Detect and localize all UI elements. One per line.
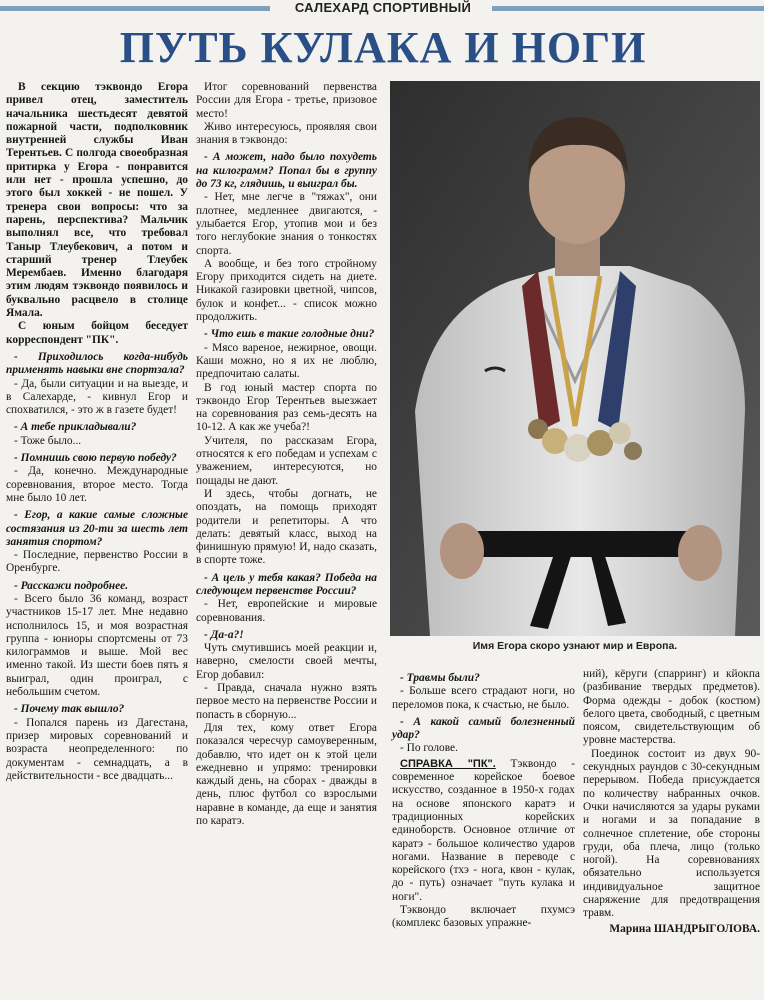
photo-caption: Имя Егора скоро узнают мир и Европа. — [472, 640, 678, 652]
article-column-1 — [6, 81, 188, 783]
answer: - Нет, европейские и мировые соревнования. — [196, 598, 377, 624]
answer: - Мясо вареное, нежирное, овощи. Каши можно, но я их не люблю, предпочитаю салаты. — [196, 341, 377, 381]
article-column-4 — [583, 668, 760, 936]
answer: - По голове. — [400, 742, 458, 755]
answer: - Тоже было... — [14, 434, 82, 447]
athlete-photo — [390, 81, 760, 636]
paragraph: Для тех, кому ответ Егора показался чересчур самоуверенным, добавлю, что идет он к этой цели ежедневно и упрямо: тренировки каждый день, на сборах - дважды в день, плюс футбол со взрослыми наравне в команде, да еще и занятия по каратэ. — [196, 721, 377, 828]
question: - А какой самый болезненный удар? — [392, 715, 575, 742]
question: - Травмы были? — [400, 672, 480, 684]
article-headline: ПУТЬ КУЛАКА И НОГИ — [119, 23, 647, 72]
paragraph: Тэквондо включает пхумсэ (комплекс базовых упражне- — [392, 904, 575, 930]
spravka-paragraph — [392, 758, 575, 904]
spravka-label: СПРАВКА "ПК". — [400, 757, 496, 770]
paragraph: Учителя, по рассказам Егора, относятся к его победам и успехам с уважением, интересуются, но пощады не дают. — [196, 434, 377, 487]
question: - Егор, а какие самые сложные состязания из 20-ти за шесть лет занятия спортом? — [6, 509, 188, 548]
article-column-3 — [392, 668, 575, 931]
paragraph: Поединок состоит из двух 90-секундных раундов с 30-секундным перерывом. Победа присуждается по количеству набранных очков. Очки начисляются за удары руками и ногами и за попадание в солнечное сплетение, обе стороны груди, оба плеча, лицо (только ногой). На соревнованиях обязательно используется индивидуальное защитное снаряжение для предотвращения травм. — [583, 747, 760, 920]
answer: - Больше всего страдают ноги, но переломов пока, к счастью, не было. — [392, 685, 575, 711]
answer: - Нет, мне легче в "тяжах", они плотнее, медленнее двигаются, - улыбается Егор, утопив мои и без того неглубокие знания о тонкостях спорта. — [196, 191, 377, 257]
question: - Да-а?! — [204, 628, 244, 641]
answer: - Да, были ситуации и на выезде, и в Салехарде, - кивнул Егор и спохватился, - это ж в газете будет! — [6, 377, 188, 417]
question: - Помнишь свою первую победу? — [14, 452, 177, 465]
athlete-photo-illustration — [390, 81, 760, 636]
answer: - Последние, первенство России в Оренбурге. — [6, 549, 188, 575]
answer: - Правда, сначала нужно взять первое место на первенстве России и попасть в сборную... — [196, 682, 377, 721]
question: - А может, надо было похудеть на килограмм? Попал бы в группу до 73 кг, глядишь, и выиграл бы. — [196, 151, 377, 191]
paragraph: Чуть смутившись моей реакции и, наверно, смелости своей мечты, Егор добавил: — [196, 642, 377, 681]
question: - Почему так вышло? — [14, 703, 125, 716]
answer: - Попался парень из Дагестана, призер мировых соревнований и возраста неопределенного: по документам - семнадцать, а в действительности - все двадцать... — [6, 716, 188, 782]
answer: - Всего было 36 команд, возраст участников 15-17 лет. Мне недавно исполнилось 15, и моя возрастная группа - юниоры спортсмены от 73 килограммов и выше. Мой вес именно такой. Из шести боев пять я выиграл, один проиграл, с небольшим счетом. — [6, 592, 188, 699]
question: - А цель у тебя какая? Победа на следующем первенстве России? — [196, 571, 377, 597]
article-column-2 — [196, 81, 377, 828]
answer: - Да, конечно. Международные соревнования, второе место. Тогда мне было 10 лет. — [6, 465, 188, 504]
author-signature: Марина ШАНДРЫГОЛОВА. — [609, 922, 760, 935]
paragraph: В год юный мастер спорта по тэквондо Егор Терентьев выезжает на соревнования раз семь-десять на 10-12. А как же учеба?! — [196, 381, 377, 434]
question: - Что ешь в такие голодные дни? — [204, 328, 375, 341]
paragraph: Итог соревнований первенства России для Егора - третье, призовое место! — [196, 81, 377, 120]
lead-intro: С юным бойцом беседует корреспондент "ПК". — [6, 320, 188, 346]
paragraph: Живо интересуюсь, проявляя свои знания в тэквондо: — [196, 120, 377, 147]
section-title: САЛЕХАРД СПОРТИВНЫЙ — [294, 0, 472, 15]
question: - Расскажи подробнее. — [14, 579, 129, 592]
lead-paragraph: В секцию тэквондо Егора привел отец, заместитель начальника шестьдесят девятой пожарной части, подполковник внутренней службы Иван Терентьев. С полгода своеобразная притирка у Егора - понравится или нет - прошла успешно, до этого был хоккей - не пошел. У тренера свои вопросы: что за парень, перспектива? Мальчик выполнял все, что требовал Таныр Тлеубекович, а потом и старший тренер Тлеубек Мерембаев. Именно благодаря этим людям тэквондо появилось и буквально расцвело в столице Ямала. — [6, 81, 188, 320]
header-rule-right — [492, 6, 764, 11]
paragraph: ний), кёруги (спарринг) и кйокпа (разбивание твердых предметов). Форма одежды - добок (костюм) белого цвета, свободный, с цветным поясом, свидетельствующим об уровне мастерства. — [583, 668, 760, 747]
spravka-text: Тэквондо - современное корейское боевое искусство, созданное в 1950-х годах на основе японского каратэ и традиционных корейских единоборств. Основное отличие от каратэ - большое количество ударов ногами. Название в переводе с корейского (тхэ - нога, квон - кулак, до - путь) означает "путь кулака и ноги". — [392, 757, 576, 903]
paragraph: А вообще, и без того стройному Егору приходится сидеть на диете. Никакой газировки цветной, чипсов, булок и конфет... - список можно продолжить. — [196, 257, 377, 324]
question: - А тебе прикладывали? — [14, 421, 137, 434]
question: - Приходилось когда-нибудь применять навыки вне спортзала? — [6, 350, 188, 377]
header-rule-left — [0, 6, 270, 11]
paragraph: И здесь, чтобы догнать, не опоздать, на помощь приходят родители и репетиторы. А что делать: девятый класс, выход на финишную прямую! И, надо сказать, в спорте тоже. — [196, 487, 377, 567]
